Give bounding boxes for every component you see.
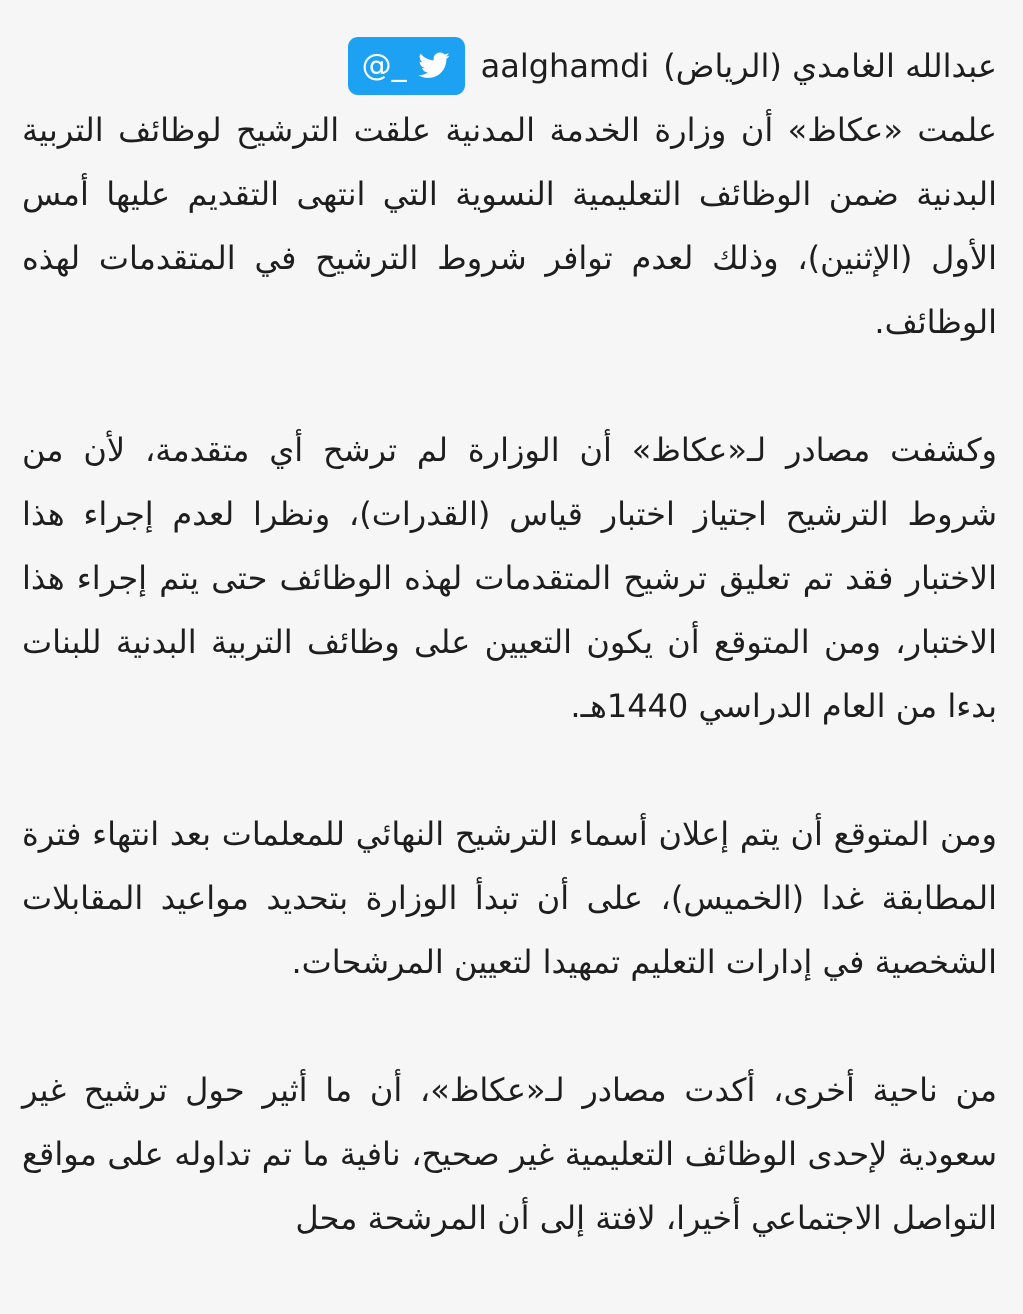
twitter-badge-text: @_ <box>361 48 407 83</box>
twitter-bird-icon <box>417 49 451 83</box>
article-body <box>22 34 997 1314</box>
article-paragraph-2: وكشفت مصادر لـ«عكاظ» أن الوزارة لم ترشح أي متقدمة، لأن من شروط الترشيح اجتياز اختبار قياس (القدرات)، ونظرا لعدم إجراء هذا الاختبار فقد تم تعليق ترشيح المتقدمات لهذه الوظائف حتى يتم إجراء هذا الاختبار، ومن المتوقع أن يكون التعيين على وظائف التربية البدنية للبنات بدءا من العام الدراسي 1440هـ. <box>22 431 997 725</box>
twitter-badge[interactable] <box>348 37 465 95</box>
scrollbar[interactable] <box>1015 0 1023 1280</box>
article-paragraph-1: علمت «عكاظ» أن وزارة الخدمة المدنية علقت الترشيح لوظائف التربية البدنية ضمن الوظائف التعليمية النسوية التي انتهى التقديم عليها أمس الأول (الإثنين)، وذلك لعدم توافر شروط الترشيح في المتقدمات لهذه الوظائف. <box>22 111 997 341</box>
author-name: عبدالله الغامدي (الرياض) <box>663 47 997 85</box>
byline <box>22 34 997 98</box>
article-paragraph-3: ومن المتوقع أن يتم إعلان أسماء الترشيح النهائي للمعلمات بعد انتهاء فترة المطابقة غدا (الخميس)، على أن تبدأ الوزارة بتحديد مواعيد المقابلات الشخصية في إدارات التعليم تمهيدا لتعيين المرشحات. <box>22 815 997 981</box>
article-paragraph-4: من ناحية أخرى، أكدت مصادر لـ«عكاظ»، أن ما أثير حول ترشيح غير سعودية لإحدى الوظائف التعليمية غير صحيح، نافية ما تم تداوله على مواقع التواصل الاجتماعي أخيرا، لافتة إلى أن المرشحة محل <box>22 1071 997 1237</box>
author-handle[interactable]: aalghamdi <box>480 47 650 85</box>
